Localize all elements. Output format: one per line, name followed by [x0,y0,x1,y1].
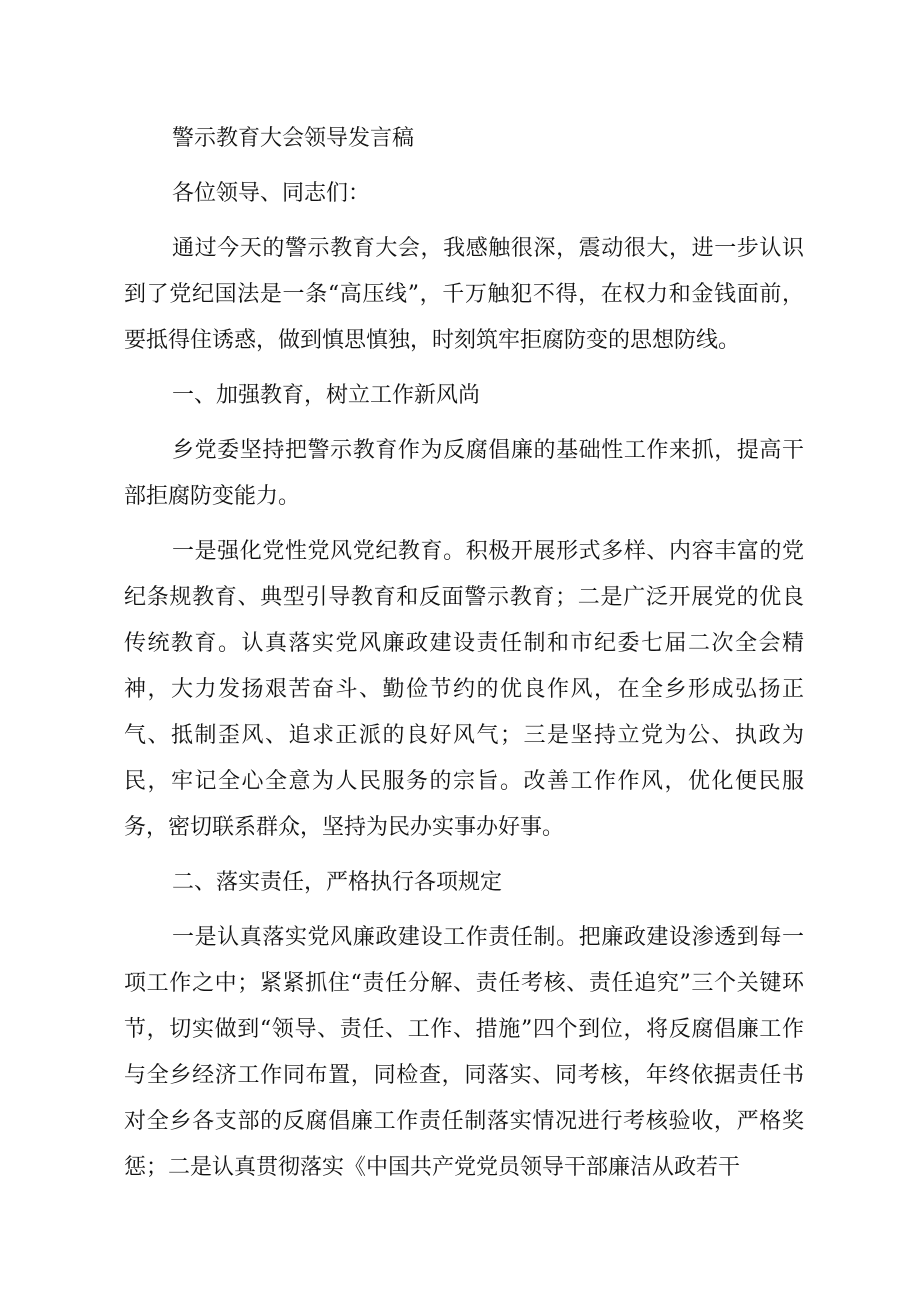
document-title: 警示教育大会领导发言稿 [172,126,415,151]
greeting: 各位领导、同志们： [172,181,371,206]
paragraph-section-2-details: 一是认真落实党风廉政建设工作责任制。把廉政建设渗透到每一项工作之中；紧紧抓住“责任分解、责任考核、责任追究”三个关键环节，切实做到“领导、责任、工作、措施”四个到位，将反腐倡廉工作与全乡经济工作同布置，同检查，同落实、同考核，年终依据责任书对全乡各支部的反腐倡廉工作责任制落实情况进行考核验收，严格奖惩；二是认真贯彻落实《中国共产党党员领导干部廉洁从政若干 [124,925,804,1180]
section-heading-1: 一、加强教育，树立工作新风尚 [172,383,481,408]
section-heading-2: 二、落实责任，严格执行各项规定 [172,870,503,895]
paragraph-section-1-details: 一是强化党性党风党纪教育。积极开展形式多样、内容丰富的党纪条规教育、典型引导教育和反面警示教育；二是广泛开展党的优良传统教育。认真落实党风廉政建设责任制和市纪委七届二次全会精神，大力发扬艰苦奋斗、勤俭节约的优良作风，在全乡形成弘扬正气、抵制歪风、追求正派的良好风气；三是坚持立党为公、执政为民，牢记全心全意为人民服务的宗旨。改善工作作风，优化便民服务，密切联系群众，坚持为民办实事办好事。 [124,539,804,840]
document-body [124,116,804,1200]
paragraph-section-1-intro: 乡党委坚持把警示教育作为反腐倡廉的基础性工作来抓，提高干部拒腐防变能力。 [124,438,804,509]
paragraph-intro: 通过今天的警示教育大会，我感触很深，震动很大，进一步认识到了党纪国法是一条“高压线”，千万触犯不得，在权力和金钱面前，要抵得住诱惑，做到慎思慎独，时刻筑牢拒腐防变的思想防线。 [124,236,804,353]
